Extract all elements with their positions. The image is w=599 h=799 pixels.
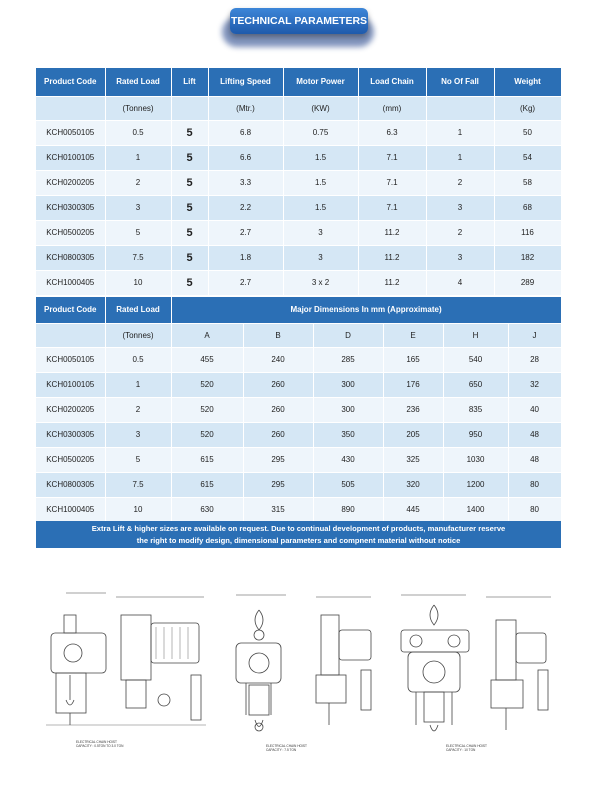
cell-weight: 182 bbox=[494, 245, 561, 270]
cell-dim-e: 445 bbox=[383, 497, 443, 522]
cell-product-code: KCH0800305 bbox=[36, 472, 105, 497]
cell-rated-load: 3 bbox=[105, 422, 171, 447]
disclaimer-note bbox=[36, 521, 561, 548]
cell-lifting-speed: 6.8 bbox=[208, 120, 283, 145]
cell-dim-b: 260 bbox=[243, 372, 313, 397]
cell-weight: 58 bbox=[494, 170, 561, 195]
unit-cell: B bbox=[243, 323, 313, 347]
cell-dim-h: 1400 bbox=[443, 497, 508, 522]
cell-product-code: KCH0100105 bbox=[36, 372, 105, 397]
cell-rated-load: 5 bbox=[105, 220, 171, 245]
cell-dim-h: 835 bbox=[443, 397, 508, 422]
cell-dim-e: 320 bbox=[383, 472, 443, 497]
cell-lifting-speed: 2.7 bbox=[208, 270, 283, 295]
cell-no-of-fall: 2 bbox=[426, 220, 494, 245]
cell-rated-load: 7.5 bbox=[105, 245, 171, 270]
cell-dim-j: 40 bbox=[508, 397, 561, 422]
technical-parameters-table bbox=[36, 68, 562, 296]
cell-motor-power: 1.5 bbox=[283, 195, 358, 220]
cell-rated-load: 0.5 bbox=[105, 120, 171, 145]
table-row bbox=[36, 497, 561, 522]
cell-weight: 50 bbox=[494, 120, 561, 145]
cell-weight: 54 bbox=[494, 145, 561, 170]
unit-cell: (Kg) bbox=[494, 96, 561, 120]
hoist-drawing-medium bbox=[211, 575, 386, 765]
cell-dim-e: 176 bbox=[383, 372, 443, 397]
table-row bbox=[36, 270, 561, 295]
cell-rated-load: 7.5 bbox=[105, 472, 171, 497]
cell-dim-e: 236 bbox=[383, 397, 443, 422]
cell-product-code: KCH0050105 bbox=[36, 120, 105, 145]
cell-load-chain: 11.2 bbox=[358, 245, 426, 270]
cell-dim-j: 48 bbox=[508, 447, 561, 472]
drawing-caption-1-line-2: CAPACITY : 0.5TON TO 3.0 TON bbox=[76, 744, 124, 748]
unit-cell bbox=[36, 96, 105, 120]
table-row bbox=[36, 220, 561, 245]
cell-lifting-speed: 2.7 bbox=[208, 220, 283, 245]
header-cell: Product Code bbox=[36, 68, 105, 96]
cell-dim-a: 520 bbox=[171, 422, 243, 447]
cell-dim-d: 350 bbox=[313, 422, 383, 447]
cell-no-of-fall: 2 bbox=[426, 170, 494, 195]
cell-load-chain: 11.2 bbox=[358, 220, 426, 245]
cell-dim-a: 520 bbox=[171, 397, 243, 422]
header-cell: Product Code bbox=[36, 297, 105, 323]
unit-cell: A bbox=[171, 323, 243, 347]
table-row bbox=[36, 120, 561, 145]
cell-dim-d: 285 bbox=[313, 347, 383, 372]
cell-weight: 68 bbox=[494, 195, 561, 220]
cell-dim-j: 32 bbox=[508, 372, 561, 397]
cell-dim-j: 80 bbox=[508, 497, 561, 522]
cell-load-chain: 7.1 bbox=[358, 195, 426, 220]
cell-dim-d: 430 bbox=[313, 447, 383, 472]
table-row bbox=[36, 397, 561, 422]
drawing-caption-3-line-1: ELECTRICAL CHAIN HOIST bbox=[446, 744, 487, 748]
major-dimensions-table bbox=[36, 297, 562, 523]
cell-dim-b: 295 bbox=[243, 472, 313, 497]
cell-lift: 5 bbox=[171, 145, 208, 170]
cell-rated-load: 5 bbox=[105, 447, 171, 472]
cell-dim-a: 630 bbox=[171, 497, 243, 522]
drawing-caption-3-line-2: CAPACITY : 10 TON bbox=[446, 748, 476, 752]
cell-rated-load: 0.5 bbox=[105, 347, 171, 372]
unit-cell: (Mtr.) bbox=[208, 96, 283, 120]
cell-dim-h: 950 bbox=[443, 422, 508, 447]
table-row bbox=[36, 347, 561, 372]
cell-lift: 5 bbox=[171, 120, 208, 145]
cell-product-code: KCH0050105 bbox=[36, 347, 105, 372]
cell-lifting-speed: 6.6 bbox=[208, 145, 283, 170]
cell-product-code: KCH0800305 bbox=[36, 245, 105, 270]
cell-product-code: KCH0300305 bbox=[36, 195, 105, 220]
header-cell: Motor Power bbox=[283, 68, 358, 96]
unit-cell bbox=[171, 96, 208, 120]
cell-dim-j: 28 bbox=[508, 347, 561, 372]
cell-motor-power: 0.75 bbox=[283, 120, 358, 145]
cell-dim-d: 505 bbox=[313, 472, 383, 497]
drawing-caption-1-line-1: ELECTRICAL CHAIN HOIST bbox=[76, 740, 117, 744]
banner bbox=[0, 0, 599, 60]
cell-dim-h: 1030 bbox=[443, 447, 508, 472]
table-row bbox=[36, 170, 561, 195]
unit-cell: (mm) bbox=[358, 96, 426, 120]
hoist-drawings bbox=[36, 575, 561, 765]
header-cell: Load Chain bbox=[358, 68, 426, 96]
cell-rated-load: 1 bbox=[105, 145, 171, 170]
cell-product-code: KCH0200205 bbox=[36, 397, 105, 422]
cell-dim-h: 650 bbox=[443, 372, 508, 397]
cell-dim-b: 260 bbox=[243, 397, 313, 422]
cell-dim-e: 165 bbox=[383, 347, 443, 372]
cell-motor-power: 3 x 2 bbox=[283, 270, 358, 295]
cell-product-code: KCH0500205 bbox=[36, 220, 105, 245]
cell-dim-a: 520 bbox=[171, 372, 243, 397]
table-row bbox=[36, 422, 561, 447]
table-header-row bbox=[36, 68, 561, 96]
header-cell: Lift bbox=[171, 68, 208, 96]
table-row bbox=[36, 447, 561, 472]
cell-dim-b: 240 bbox=[243, 347, 313, 372]
cell-product-code: KCH1000405 bbox=[36, 497, 105, 522]
cell-dim-a: 615 bbox=[171, 447, 243, 472]
cell-lifting-speed: 3.3 bbox=[208, 170, 283, 195]
cell-lift: 5 bbox=[171, 170, 208, 195]
cell-no-of-fall: 1 bbox=[426, 120, 494, 145]
cell-dim-e: 205 bbox=[383, 422, 443, 447]
cell-dim-e: 325 bbox=[383, 447, 443, 472]
note-line-1: Extra Lift & higher sizes are available on request. Due to continual development of products, manufacturer reserve bbox=[91, 524, 506, 533]
cell-no-of-fall: 3 bbox=[426, 195, 494, 220]
header-cell: Lifting Speed bbox=[208, 68, 283, 96]
cell-no-of-fall: 1 bbox=[426, 145, 494, 170]
cell-motor-power: 1.5 bbox=[283, 145, 358, 170]
cell-lift: 5 bbox=[171, 220, 208, 245]
table-row bbox=[36, 472, 561, 497]
unit-cell: (Tonnes) bbox=[105, 323, 171, 347]
unit-cell: J bbox=[508, 323, 561, 347]
cell-dim-b: 260 bbox=[243, 422, 313, 447]
cell-dim-a: 455 bbox=[171, 347, 243, 372]
table-row bbox=[36, 245, 561, 270]
cell-load-chain: 7.1 bbox=[358, 145, 426, 170]
table-row bbox=[36, 195, 561, 220]
table-header-row bbox=[36, 297, 561, 323]
unit-cell: (KW) bbox=[283, 96, 358, 120]
cell-motor-power: 3 bbox=[283, 220, 358, 245]
cell-product-code: KCH0200205 bbox=[36, 170, 105, 195]
cell-dim-d: 300 bbox=[313, 397, 383, 422]
hoist-drawing-large bbox=[386, 575, 561, 765]
header-cell: Rated Load bbox=[105, 297, 171, 323]
unit-cell: E bbox=[383, 323, 443, 347]
table-row bbox=[36, 372, 561, 397]
drawing-caption-2-line-2: CAPACITY : 7.5 TON bbox=[266, 748, 297, 752]
cell-rated-load: 2 bbox=[105, 397, 171, 422]
cell-load-chain: 7.1 bbox=[358, 170, 426, 195]
units-row bbox=[36, 323, 561, 347]
cell-weight: 289 bbox=[494, 270, 561, 295]
cell-load-chain: 11.2 bbox=[358, 270, 426, 295]
unit-cell: (Tonnes) bbox=[105, 96, 171, 120]
header-cell: Weight bbox=[494, 68, 561, 96]
cell-rated-load: 3 bbox=[105, 195, 171, 220]
cell-rated-load: 2 bbox=[105, 170, 171, 195]
unit-cell: D bbox=[313, 323, 383, 347]
cell-lift: 5 bbox=[171, 195, 208, 220]
cell-product-code: KCH0500205 bbox=[36, 447, 105, 472]
cell-dim-h: 1200 bbox=[443, 472, 508, 497]
cell-dim-b: 315 bbox=[243, 497, 313, 522]
cell-product-code: KCH0300305 bbox=[36, 422, 105, 447]
unit-cell bbox=[36, 323, 105, 347]
note-line-2: the right to modify design, dimensional parameters and compnent material without notice bbox=[136, 536, 461, 545]
cell-motor-power: 3 bbox=[283, 245, 358, 270]
cell-load-chain: 6.3 bbox=[358, 120, 426, 145]
unit-cell bbox=[426, 96, 494, 120]
cell-dim-h: 540 bbox=[443, 347, 508, 372]
cell-no-of-fall: 3 bbox=[426, 245, 494, 270]
header-cell: No Of Fall bbox=[426, 68, 494, 96]
banner-title: TECHNICAL PARAMETERS bbox=[230, 8, 368, 34]
cell-lift: 5 bbox=[171, 270, 208, 295]
cell-product-code: KCH0100105 bbox=[36, 145, 105, 170]
cell-product-code: KCH1000405 bbox=[36, 270, 105, 295]
units-row bbox=[36, 96, 561, 120]
cell-lift: 5 bbox=[171, 245, 208, 270]
cell-dim-d: 300 bbox=[313, 372, 383, 397]
cell-dim-j: 80 bbox=[508, 472, 561, 497]
cell-motor-power: 1.5 bbox=[283, 170, 358, 195]
header-cell: Rated Load bbox=[105, 68, 171, 96]
cell-no-of-fall: 4 bbox=[426, 270, 494, 295]
cell-dim-d: 890 bbox=[313, 497, 383, 522]
cell-lifting-speed: 2.2 bbox=[208, 195, 283, 220]
cell-dim-j: 48 bbox=[508, 422, 561, 447]
cell-weight: 116 bbox=[494, 220, 561, 245]
cell-rated-load: 1 bbox=[105, 372, 171, 397]
hoist-drawing-small bbox=[36, 575, 211, 765]
table-row bbox=[36, 145, 561, 170]
header-cell-dimensions: Major Dimensions In mm (Approximate) bbox=[171, 297, 561, 323]
cell-dim-b: 295 bbox=[243, 447, 313, 472]
drawing-caption-2-line-1: ELECTRICAL CHAIN HOIST bbox=[266, 744, 307, 748]
cell-rated-load: 10 bbox=[105, 270, 171, 295]
cell-rated-load: 10 bbox=[105, 497, 171, 522]
cell-dim-a: 615 bbox=[171, 472, 243, 497]
unit-cell: H bbox=[443, 323, 508, 347]
cell-lifting-speed: 1.8 bbox=[208, 245, 283, 270]
